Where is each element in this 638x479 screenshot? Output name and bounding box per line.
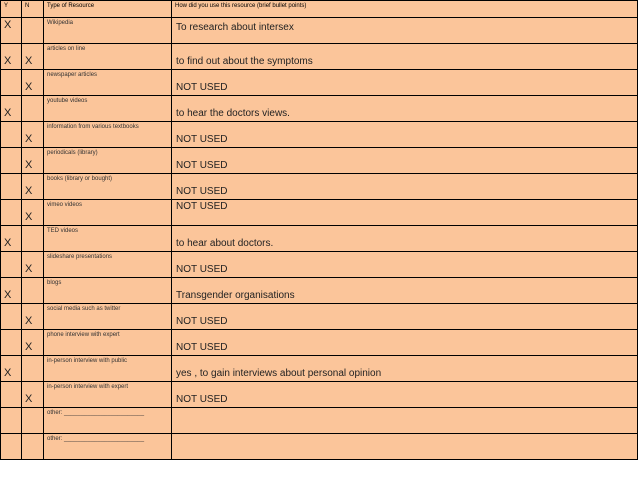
cell-n: [22, 96, 44, 122]
cell-use: [172, 148, 638, 174]
cell-n: [22, 44, 44, 70]
resource-type: slideshare presentations: [47, 254, 113, 260]
resource-type: other: ________________________: [47, 436, 145, 442]
header-use: How did you use this resource (brief bullet points): [172, 1, 638, 18]
table-row: [1, 70, 638, 96]
cell-y: [1, 122, 22, 148]
y-mark: X: [4, 289, 12, 301]
y-mark: X: [4, 19, 12, 31]
cell-type: [44, 122, 172, 148]
resource-use: NOT USED: [176, 160, 228, 171]
cell-use: [172, 122, 638, 148]
resource-use: yes , to gain interviews about personal opinion: [176, 368, 382, 379]
n-mark: X: [25, 393, 33, 405]
y-mark: X: [4, 55, 12, 67]
cell-use: [172, 226, 638, 252]
n-mark: X: [25, 81, 33, 93]
cell-use: [172, 96, 638, 122]
resource-use: to find out about the symptoms: [176, 56, 313, 67]
header-type: Type of Resource: [44, 1, 172, 18]
table-row: [1, 148, 638, 174]
cell-use: [172, 278, 638, 304]
cell-n: [22, 122, 44, 148]
resource-use: To research about intersex: [176, 22, 294, 33]
table-row: [1, 356, 638, 382]
cell-type: [44, 408, 172, 434]
cell-y: [1, 200, 22, 226]
cell-y: [1, 278, 22, 304]
n-mark: X: [25, 55, 33, 67]
cell-y: [1, 96, 22, 122]
resource-use: NOT USED: [176, 342, 228, 353]
cell-n: [22, 434, 44, 460]
header-n: N: [22, 1, 44, 18]
cell-y: [1, 434, 22, 460]
resource-type: Wikipedia: [47, 20, 74, 26]
table-row: [1, 44, 638, 70]
cell-use: [172, 70, 638, 96]
cell-type: [44, 148, 172, 174]
cell-y: [1, 148, 22, 174]
header-row: [1, 1, 638, 18]
cell-y: [1, 408, 22, 434]
table-row: [1, 252, 638, 278]
resource-type: phone interview with expert: [47, 332, 120, 338]
cell-y: [1, 382, 22, 408]
cell-type: [44, 18, 172, 44]
cell-n: [22, 226, 44, 252]
cell-y: [1, 356, 22, 382]
n-mark: X: [25, 315, 33, 327]
cell-y: [1, 226, 22, 252]
table-row: [1, 96, 638, 122]
table-row: [1, 122, 638, 148]
cell-type: [44, 330, 172, 356]
cell-use: [172, 252, 638, 278]
y-mark: X: [4, 107, 12, 119]
cell-n: [22, 356, 44, 382]
cell-type: [44, 356, 172, 382]
resource-use: NOT USED: [176, 316, 228, 327]
resource-type: vimeo videos: [47, 202, 83, 208]
cell-use: [172, 44, 638, 70]
cell-use: [172, 304, 638, 330]
resource-type: youtube videos: [47, 98, 88, 104]
cell-use: [172, 356, 638, 382]
cell-n: [22, 200, 44, 226]
resource-type: information from various textbooks: [47, 124, 139, 130]
resource-type: in-person interview with public: [47, 358, 128, 364]
resource-type: newspaper articles: [47, 72, 98, 78]
y-mark: X: [4, 237, 12, 249]
cell-n: [22, 148, 44, 174]
table-row: [1, 200, 638, 226]
cell-type: [44, 174, 172, 200]
table-row: [1, 174, 638, 200]
cell-use: [172, 174, 638, 200]
cell-type: [44, 382, 172, 408]
resource-type: periodicals (library): [47, 150, 98, 156]
table-row: [1, 18, 638, 44]
cell-use: [172, 434, 638, 460]
resource-use: NOT USED: [176, 134, 228, 145]
cell-n: [22, 330, 44, 356]
cell-y: [1, 70, 22, 96]
cell-y: [1, 174, 22, 200]
header-y: Y: [1, 1, 22, 18]
table-row: [1, 226, 638, 252]
cell-n: [22, 382, 44, 408]
resource-use: NOT USED: [176, 264, 228, 275]
cell-type: [44, 434, 172, 460]
resource-use: NOT USED: [176, 82, 228, 93]
n-mark: X: [25, 211, 33, 223]
resource-use: to hear about doctors.: [176, 238, 274, 249]
cell-use: [172, 382, 638, 408]
resource-type: in-person interview with expert: [47, 384, 129, 390]
y-mark: X: [4, 367, 12, 379]
cell-y: [1, 330, 22, 356]
cell-use: [172, 408, 638, 434]
resource-type: articles on line: [47, 46, 86, 52]
cell-n: [22, 408, 44, 434]
n-mark: X: [25, 185, 33, 197]
cell-n: [22, 70, 44, 96]
cell-type: [44, 96, 172, 122]
n-mark: X: [25, 159, 33, 171]
n-mark: X: [25, 133, 33, 145]
cell-type: [44, 200, 172, 226]
cell-type: [44, 226, 172, 252]
cell-use: [172, 200, 638, 226]
resource-type: social media such as twitter: [47, 306, 121, 312]
resource-use: NOT USED: [176, 186, 228, 197]
cell-type: [44, 70, 172, 96]
cell-use: [172, 330, 638, 356]
table-row: [1, 434, 638, 460]
table-row: [1, 304, 638, 330]
n-mark: X: [25, 263, 33, 275]
table-row: [1, 382, 638, 408]
cell-type: [44, 278, 172, 304]
resource-type: TED videos: [47, 228, 79, 234]
cell-y: [1, 18, 22, 44]
cell-n: [22, 174, 44, 200]
cell-n: [22, 18, 44, 44]
cell-n: [22, 252, 44, 278]
cell-n: [22, 304, 44, 330]
table-row: [1, 330, 638, 356]
table-row: [1, 278, 638, 304]
cell-type: [44, 252, 172, 278]
resource-type: other: ________________________: [47, 410, 145, 416]
cell-n: [22, 278, 44, 304]
cell-type: [44, 304, 172, 330]
cell-type: [44, 44, 172, 70]
resource-use: to hear the doctors views.: [176, 108, 290, 119]
cell-y: [1, 252, 22, 278]
resource-use: Transgender organisations: [176, 290, 295, 301]
cell-y: [1, 44, 22, 70]
cell-y: [1, 304, 22, 330]
resource-type: books (library or bought): [47, 176, 113, 182]
resource-use: NOT USED: [176, 201, 228, 212]
resource-type: blogs: [47, 280, 62, 286]
n-mark: X: [25, 341, 33, 353]
resource-use: NOT USED: [176, 394, 228, 405]
cell-use: [172, 18, 638, 44]
table-row: [1, 408, 638, 434]
